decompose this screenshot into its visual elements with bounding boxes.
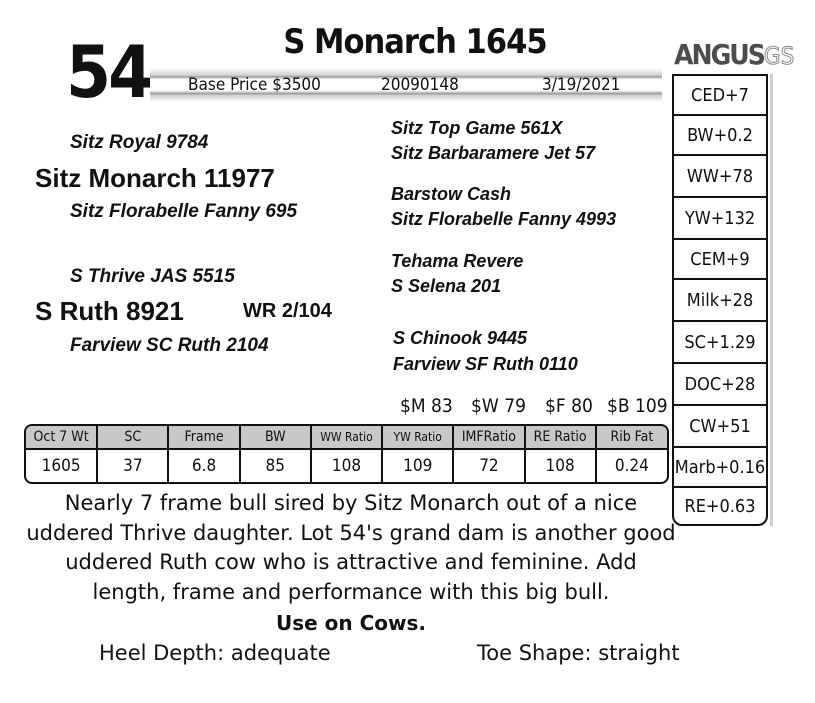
- epd-sc: SC+1.29: [672, 320, 768, 362]
- pedigree-sd-dam: Sitz Florabelle Fanny 4993: [391, 209, 617, 229]
- animal-name: S Monarch 1645: [283, 22, 547, 62]
- pedigree-sire: Sitz Monarch 11977: [35, 163, 275, 193]
- dollar-feedlot: $F 80: [545, 395, 593, 417]
- pedigree-dam: S Ruth 8921: [35, 296, 184, 326]
- epd-ww: WW+78: [672, 154, 768, 196]
- header-frame: Frame: [168, 426, 239, 449]
- toe-shape: Toe Shape: straight: [477, 641, 680, 665]
- header-oct-weight: Oct 7 Wt: [26, 426, 97, 449]
- pedigree-sire-dam: Sitz Florabelle Fanny 695: [70, 201, 298, 222]
- epd-ced: CED+7: [672, 74, 768, 114]
- epd-cem: CEM+9: [672, 238, 768, 278]
- header-re-ratio: RE Ratio: [525, 426, 596, 449]
- pedigree-dd-sire: S Chinook 9445: [393, 328, 528, 348]
- use-note: Use on Cows.: [275, 611, 426, 635]
- epd-column: [672, 74, 768, 526]
- pedigree-ss-sire: Sitz Top Game 561X: [391, 118, 563, 138]
- value-ww-ratio: 108: [311, 449, 382, 482]
- value-sc: 37: [97, 449, 168, 482]
- birth-date: 3/19/2021: [542, 75, 621, 95]
- epd-re: RE+0.63: [672, 486, 768, 526]
- pedigree-ss-dam: Sitz Barbaramere Jet 57: [391, 143, 596, 163]
- epd-bw: BW+0.2: [672, 114, 768, 154]
- angus-logo-suffix: GS: [763, 42, 795, 70]
- lot-number: 54: [66, 30, 151, 114]
- pedigree-dd-dam: Farview SF Ruth 0110: [393, 354, 578, 374]
- pedigree-ds-sire: Tehama Revere: [391, 251, 524, 271]
- heel-depth: Heel Depth: adequate: [99, 641, 331, 665]
- header-imf-ratio: IMFRatio: [453, 426, 524, 449]
- performance-header-row: [26, 426, 667, 449]
- value-imf-ratio: 72: [453, 449, 524, 482]
- description-text: Nearly 7 frame bull sired by Sitz Monarch out of a nice uddered Thrive daughter. Lot 54's grand dam is another good uddered Ruth cow who is attractive and feminine. Add length, frame and performance with this big bull.: [26, 491, 676, 604]
- pedigree-dam-dam: Farview SC Ruth 2104: [70, 335, 269, 356]
- pedigree-sd-sire: Barstow Cash: [391, 184, 512, 204]
- dollar-maternal: $M 83: [400, 395, 453, 417]
- header-ww-ratio: WW Ratio: [311, 426, 382, 449]
- performance-table: [24, 424, 669, 484]
- dam-weaning-ratio: WR 2/104: [243, 300, 332, 322]
- pedigree-ds-dam: S Selena 201: [391, 276, 502, 296]
- value-re-ratio: 108: [525, 449, 596, 482]
- epd-yw: YW+132: [672, 196, 768, 238]
- dollar-beef: $B 109: [607, 395, 668, 417]
- header-bw: BW: [240, 426, 311, 449]
- pedigree-dam-sire: S Thrive JAS 5515: [70, 266, 235, 287]
- header-sc: SC: [97, 426, 168, 449]
- registration-number: 20090148: [381, 75, 459, 95]
- performance-values-row: [26, 449, 667, 482]
- angus-logo-main: ANGUS: [674, 38, 764, 71]
- dollar-weaning: $W 79: [471, 395, 526, 417]
- angus-gs-logo: [674, 40, 794, 71]
- epd-cw: CW+51: [672, 404, 768, 446]
- value-oct-weight: 1605: [26, 449, 97, 482]
- header-rib-fat: Rib Fat: [596, 426, 667, 449]
- base-price: Base Price $3500: [188, 75, 321, 95]
- epd-milk: Milk+28: [672, 278, 768, 320]
- value-frame: 6.8: [168, 449, 239, 482]
- header-yw-ratio: YW Ratio: [382, 426, 453, 449]
- pedigree-sire-sire: Sitz Royal 9784: [70, 132, 209, 153]
- value-rib-fat: 0.24: [614, 456, 649, 476]
- value-bw: 85: [240, 449, 311, 482]
- epd-doc: DOC+28: [672, 362, 768, 404]
- value-yw-ratio: 109: [382, 449, 453, 482]
- epd-marb: Marb+0.16: [672, 446, 768, 486]
